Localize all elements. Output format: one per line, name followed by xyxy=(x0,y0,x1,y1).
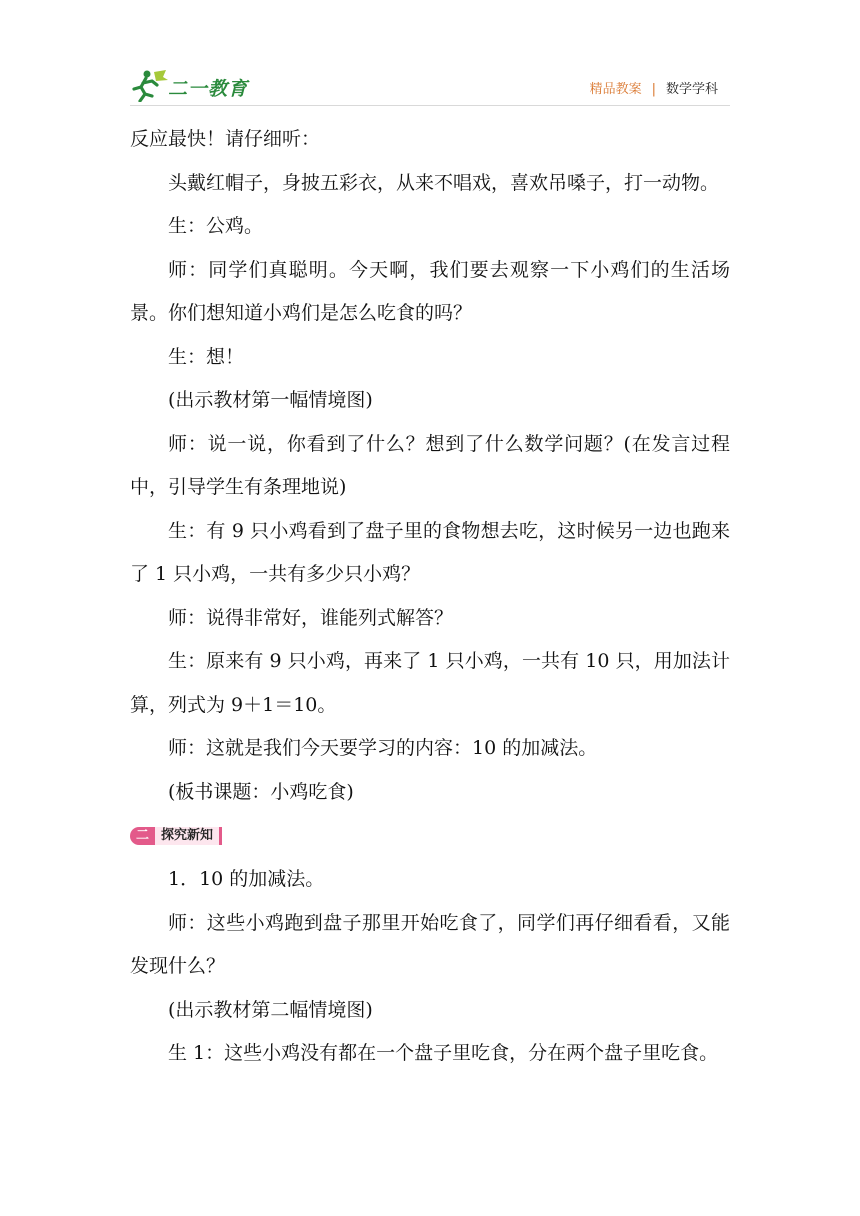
paragraph: (出示教材第一幅情境图) xyxy=(168,389,373,411)
runner-logo-icon xyxy=(130,68,170,102)
logo xyxy=(130,68,260,102)
document-body xyxy=(130,118,730,1076)
paragraph: 生：公鸡。 xyxy=(168,215,264,237)
header-right-label: 数学学科 xyxy=(665,82,718,97)
section-title: 探究新知 xyxy=(155,827,219,845)
page-header xyxy=(130,62,730,112)
header-separator: | xyxy=(651,82,656,97)
section-heading xyxy=(130,814,730,858)
paragraph: 生 1：这些小鸡没有都在一个盘子里吃食，分在两个盘子里吃食。 xyxy=(168,1042,719,1064)
paragraph: (出示教材第二幅情境图) xyxy=(168,998,373,1021)
paragraph: 生：原来有 9 只小鸡，再来了 1 只小鸡，一共有 10 只，用加法计算，列式为 9＋1＝10。 xyxy=(130,650,730,716)
paragraph: 反应最快！请仔细听： xyxy=(130,128,321,150)
header-divider xyxy=(130,105,730,106)
paragraph: 1．10 的加减法。 xyxy=(168,868,325,890)
paragraph: (板书课题：小鸡吃食) xyxy=(168,780,354,803)
header-left-label: 精品教案 xyxy=(589,82,642,97)
paragraph: 生：有 9 只小鸡看到了盘子里的食物想去吃，这时候另一边也跑来了 1 只小鸡，一共有多少只小鸡？ xyxy=(130,519,730,585)
header-subject xyxy=(590,78,718,97)
section-number: 二 xyxy=(130,827,155,845)
paragraph: 师：说得非常好，谁能列式解答？ xyxy=(168,606,454,629)
paragraph: 师：同学们真聪明。今天啊，我们要去观察一下小鸡们的生活场景。你们想知道小鸡们是怎么吃食的吗？ xyxy=(130,258,730,324)
paragraph: 头戴红帽子，身披五彩衣，从来不唱戏，喜欢吊嗓子，打一动物。 xyxy=(168,171,720,194)
logo-text: 二一教育 xyxy=(168,78,249,100)
paragraph: 师：这些小鸡跑到盘子那里开始吃食了，同学们再仔细看看，又能发现什么？ xyxy=(130,911,730,977)
paragraph: 师：这就是我们今天要学习的内容：10 的加减法。 xyxy=(168,737,598,759)
paragraph: 生：想！ xyxy=(168,345,245,368)
section-bar xyxy=(219,827,222,845)
paragraph: 师：说一说，你看到了什么？想到了什么数学问题？(在发言过程中，引导学生有条理地说) xyxy=(130,432,730,498)
section-badge xyxy=(130,827,222,845)
